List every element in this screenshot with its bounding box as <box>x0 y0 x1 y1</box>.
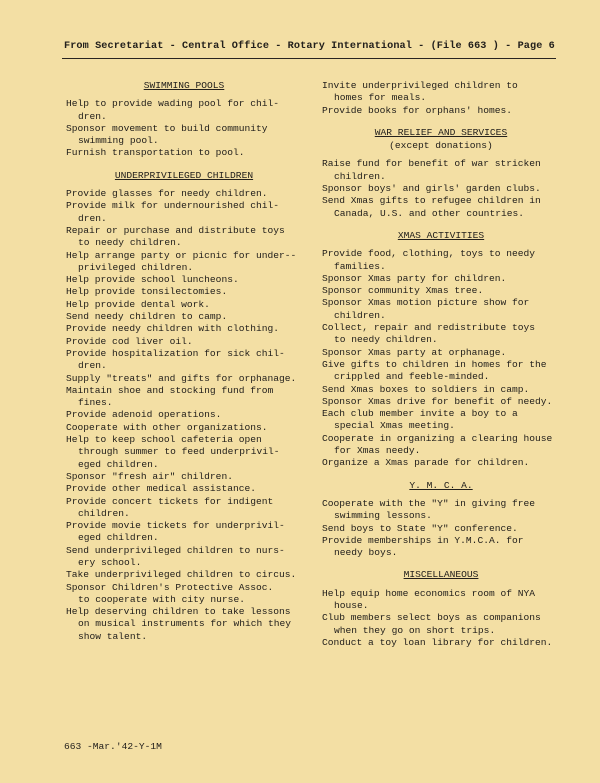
list-item: Help provide school luncheons. <box>66 274 239 286</box>
list-item: Provide milk for undernourished chil- dren. <box>66 200 280 224</box>
section-left-sections-0 <box>66 80 302 160</box>
list-item: Raise fund for benefit of war stricken children. <box>322 158 541 182</box>
list-item: Sponsor "fresh air" children. <box>66 470 233 482</box>
list-item: Send needy children to camp. <box>66 311 228 323</box>
header-rule <box>62 58 556 59</box>
list-item: Sponsor community Xmas tree. <box>322 285 484 297</box>
list-item: Help to provide wading pool for chil- dren. <box>66 98 280 122</box>
left-column <box>66 80 302 653</box>
list-item: Conduct a toy loan library for children. <box>322 636 553 648</box>
list-item: Collect, repair and redistribute toys to needy children. <box>322 322 536 346</box>
section-heading: UNDERPRIVILEGED CHILDREN <box>114 169 254 181</box>
list-item: Sponsor movement to build community swimming pool. <box>66 122 268 147</box>
list-item: Supply "treats" and gifts for orphanage. <box>66 372 297 384</box>
list-item: Send boys to State "Y" conference. <box>322 522 518 534</box>
list-item: Provide needy children with clothing. <box>66 323 280 335</box>
right-column <box>322 80 560 659</box>
list-item: Help to keep school cafeteria open through summer to feed underprivil- eged children. <box>66 434 280 470</box>
list-item: Sponsor Xmas drive for benefit of needy. <box>322 395 553 407</box>
section-left-sections-1 <box>66 170 302 643</box>
page-footer: 663 -Mar.'42-Y-1M <box>64 741 162 752</box>
list-item: Provide glasses for needy children. <box>66 188 268 200</box>
list-item: Give gifts to children in homes for the crippled and feeble-minded. <box>322 358 547 383</box>
list-item: Sponsor Xmas party for children. <box>322 272 507 284</box>
list-item: Provide concert tickets for indigent children. <box>66 495 274 519</box>
section-heading: SWIMMING POOLS <box>143 80 225 91</box>
list-item: Cooperate with the "Y" in giving free swimming lessons. <box>322 497 536 522</box>
list-item: Invite underprivileged children to homes for meals. <box>322 80 518 104</box>
list-item: Provide movie tickets for underprivil- eged children. <box>66 520 285 544</box>
page-header: From Secretariat - Central Office - Rotary International - (File 663 ) - Page 6 <box>64 41 555 52</box>
list-item: Cooperate in organizing a clearing house for Xmas needy. <box>322 432 553 457</box>
list-item: Repair or purchase and distribute toys to needy children. <box>66 224 285 249</box>
list-item: Each club member invite a boy to a special Xmas meeting. <box>322 408 518 432</box>
list-item: Organize a Xmas parade for children. <box>322 457 530 469</box>
section-heading: WAR RELIEF AND SERVICES <box>374 126 508 138</box>
section-right-sections-1 <box>322 230 560 470</box>
list-item: Sponsor boys' and girls' garden clubs. <box>322 183 541 195</box>
list-item: Provide memberships in Y.M.C.A. for needy boys. <box>322 534 524 559</box>
list-item: Help provide tonsilectomies. <box>66 286 228 298</box>
list-item: Provide adenoid operations. <box>66 409 222 421</box>
section-right-sections-2 <box>322 480 560 560</box>
list-item: Provide other medical assistance. <box>66 483 256 495</box>
list-item: Provide cod liver oil. <box>66 335 193 347</box>
section-right-sections-0 <box>322 127 560 220</box>
section-heading: XMAS ACTIVITIES <box>397 229 485 241</box>
list-item: Provide hospitalization for sick chil- dren. <box>66 347 285 372</box>
list-item: Help arrange party or picnic for under-- privileged children. <box>66 249 297 273</box>
section-right-sections-3 <box>322 569 560 649</box>
section-continued-items <box>322 80 560 117</box>
list-item: Provide books for orphans' homes. <box>322 104 512 116</box>
list-item: Help deserving children to take lessons on musical instruments for which they show talent. <box>66 606 292 642</box>
section-subheading: (except donations) <box>389 140 493 152</box>
list-item: Sponsor Xmas party at orphanage. <box>322 346 507 358</box>
list-item: Club members select boys as companions when they go on short trips. <box>322 612 541 636</box>
list-item: Cooperate with other organizations. <box>66 421 268 433</box>
list-item: Furnish transportation to pool. <box>66 147 245 159</box>
list-item: Sponsor Xmas motion picture show for children. <box>322 297 530 321</box>
list-item: Send underprivileged children to nurs- ery school. <box>66 544 285 568</box>
section-heading: MISCELLANEOUS <box>403 569 479 581</box>
list-item: Sponsor Children's Protective Assoc. to cooperate with city nurse. <box>66 581 274 605</box>
list-item: Send Xmas boxes to soldiers in camp. <box>322 383 530 395</box>
list-item: Provide food, clothing, toys to needy families. <box>322 248 536 272</box>
list-item: Take underprivileged children to circus. <box>66 569 297 581</box>
list-item: Maintain shoe and stocking fund from fines. <box>66 384 274 409</box>
list-item: Send Xmas gifts to refugee children in Canada, U.S. and other countries. <box>322 195 541 219</box>
list-item: Help provide dental work. <box>66 298 210 310</box>
list-item: Help equip home economics room of NYA house. <box>322 587 536 611</box>
section-heading: Y. M. C. A. <box>409 479 473 491</box>
